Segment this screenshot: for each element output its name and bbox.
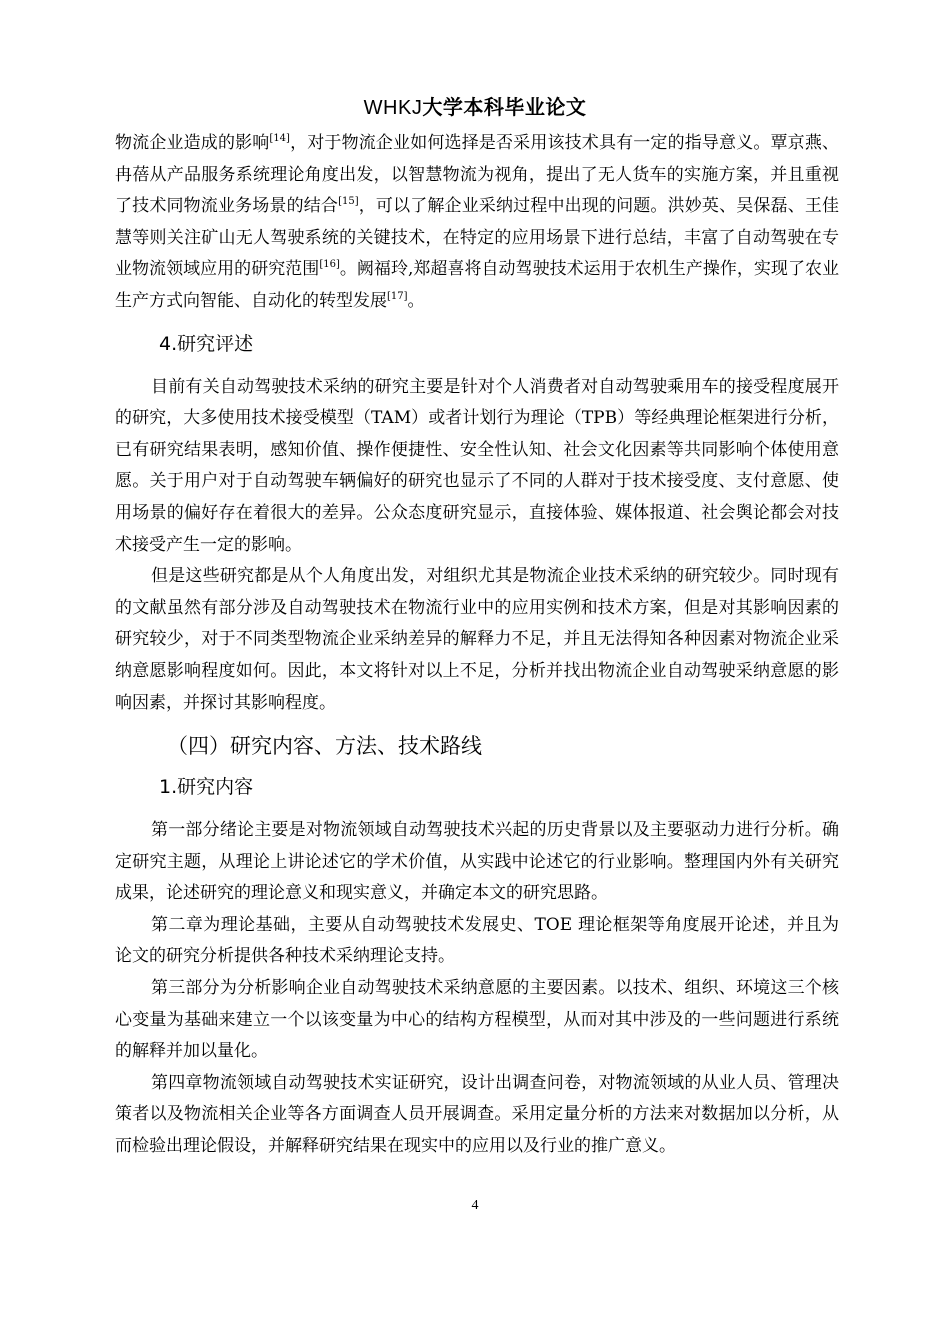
header-latin: WHKJ xyxy=(363,97,423,119)
heading-section-four: （四）研究内容、方法、技术路线 xyxy=(167,734,482,759)
content-paragraph-2: 第二章为理论基础，主要从自动驾驶技术发展史、TOE 理论框架等角度展开论述，并且为论文的研究分析提供各种技术采纳理论支持。 xyxy=(115,914,839,967)
citation: [17] xyxy=(387,290,408,302)
header-title: 大学本科毕业论文 xyxy=(422,95,587,119)
page-number: 4 xyxy=(471,1198,479,1213)
citation: [16] xyxy=(319,259,340,271)
continuation-paragraph xyxy=(115,128,839,318)
heading-research-review: 4.研究评述 xyxy=(159,332,254,355)
text-run: ，可以了解企业采纳过程中出现的问题。洪妙英、吴保磊、王佳慧等则关注矿山无人驾驶系统的关键技术，在特定的应用场景下进行总结，丰富了自动驾驶在专业物流领域应用的研究范围 xyxy=(115,196,840,280)
content-paragraph-3: 第三部分为分析影响企业自动驾驶技术采纳意愿的主要因素。以技术、组织、环境这三个核心变量为基础来建立一个以该变量为中心的结构方程模型，从而对其中涉及的一些问题进行系统的解释并加以量化。 xyxy=(115,978,839,1062)
text-run: 。 xyxy=(407,290,425,311)
content-paragraph-1: 第一部分绪论主要是对物流领域自动驾驶技术兴起的历史背景以及主要驱动力进行分析。确定研究主题，从理论上讲论述它的学术价值，从实践中论述它的行业影响。整理国内外有关研究成果，论述研究的理论意义和现实意义，并确定本文的研究思路。 xyxy=(115,820,839,904)
text-run: ，对于物流企业如何选择是否采用该技术具有一定的指导意义。覃京燕、冉蓓从产品服务系统理论角度出发，以智慧物流为视角，提出了无人货车的实施方案，并且重视了技术同物流业务场景的结合 xyxy=(115,133,840,217)
content-paragraph-4: 第四章物流领域自动驾驶技术实证研究，设计出调查问卷，对物流领域的从业人员、管理决策者以及物流相关企业等各方面调查人员开展调查。采用定量分析的方法来对数据加以分析，从而检验出理论假设，并解释研究结果在现实中的应用以及行业的推广意义。 xyxy=(115,1072,839,1157)
page-header xyxy=(0,93,950,122)
citation: [15] xyxy=(338,196,359,208)
review-paragraph-1: 目前有关自动驾驶技术采纳的研究主要是针对个人消费者对自动驾驶乘用车的接受程度展开的研究，大多使用技术接受模型（TAM）或者计划行为理论（TPB）等经典理论框架进行分析，已有研究结果表明，感知价值、操作便捷性、安全性认知、社会文化因素等共同影响个体使用意愿。关于用户对于自动驾驶车辆偏好的研究也显示了不同的人群对于技术接受度、支付意愿、使用场景的偏好存在着很大的差异。公众态度研究显示，直接体验、媒体报道、社会舆论都会对技术接受产生一定的影响。 xyxy=(115,376,839,555)
text-run: 。阙福玲,郑超喜将自动驾驶技术运用于农机生产操作，实现了农业生产方式向智能、自动化的转型发展 xyxy=(115,259,840,311)
heading-research-content: 1.研究内容 xyxy=(159,776,254,799)
page-body xyxy=(115,128,839,1163)
review-paragraph-2: 但是这些研究都是从个人角度出发，对组织尤其是物流企业技术采纳的研究较少。同时现有的文献虽然有部分涉及自动驾驶技术在物流行业中的应用实例和技术方案，但是对其影响因素的研究较少，对于不同类型物流企业采纳差异的解释力不足，并且无法得知各种因素对物流企业采纳意愿影响程度如何。因此，本文将针对以上不足，分析并找出物流企业自动驾驶采纳意愿的影响因素，并探讨其影响程度。 xyxy=(115,566,839,713)
citation: [14] xyxy=(269,133,290,144)
text-run: 物流企业造成的影响 xyxy=(115,133,270,153)
